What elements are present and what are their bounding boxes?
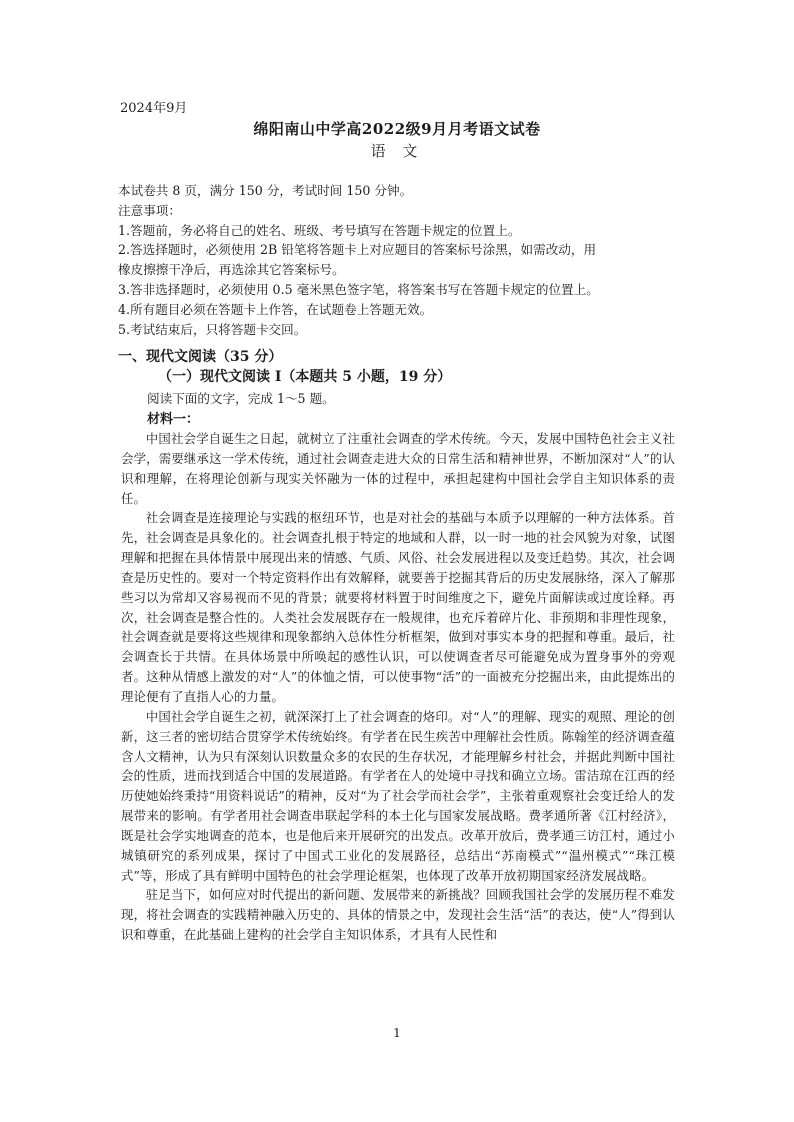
- notes-line: 5.考试结束后，只将答题卡交回。: [118, 321, 307, 337]
- passage-paragraph: 中国社会学自诞生之初，就深深打上了社会调查的烙印。对“人”的理解、现实的观照、理论的创新，这三者的密切结合贯穿学术传统始终。有学者在民生疾苦中理解社会性质。陈翰笙的经济调查蕴含人文精神，认为只有深刻认识数量众多的农民的生存状况，才能理解乡村社会，并据此判断中国社会的性质，进而找到适合中国的发展道路。有学者在人的处境中寻找和确立立场。雷洁琼在江西的经历使她始终秉持“用资料说话”的精神，反对“为了社会学而社会学”，主张着重观察社会变迁给人的发展带来的影响。有学者用社会调查串联起学科的本土化与国家发展战略。费孝通所著《江村经济》，既是社会学实地调查的范本，也是他后来开展研究的出发点。改革开放后，费孝通三访江村，通过小城镇研究的系列成果，探讨了中国式工业化的发展路径，总结出“苏南模式”“温州模式”“珠江模式”等，形成了具有鲜明中国特色的社会学理论框架，也体现了改革开放初期国家经济发展战略。: [121, 708, 675, 883]
- exam-title: 绵阳南山中学高2022级9月月考语文试卷: [253, 120, 541, 138]
- exam-instructions: [118, 181, 678, 339]
- notes-line: 本试卷共 8 页，满分 150 分，考试时间 150 分钟。: [118, 183, 413, 198]
- subsection-heading: （一）现代文阅读 I（本题共 5 小题，19 分）: [158, 369, 452, 385]
- material-label: 材料一：: [147, 412, 200, 427]
- notes-line: 4.所有题目必须在答题卡上作答，在试题卷上答题无效。: [118, 301, 433, 317]
- notes-line: 3.答非选择题时，必须使用 0.5 毫米黑色签字笔，将答案书写在答题卡规定的位置上。: [118, 281, 599, 297]
- passage-paragraph: 中国社会学自诞生之日起，就树立了注重社会调查的学术传统。今天，发展中国特色社会主义社会学，需要继承这一学术传统，通过社会调查走进大众的日常生活和精神世界，不断加深对“人”的认识和理解，在将理论创新与现实关怀融为一体的过程中，承担起建构中国社会学自主知识体系的责任。: [121, 431, 675, 506]
- section-heading: 一、现代文阅读（35 分）: [118, 349, 283, 365]
- exam-subject: 语 文: [370, 142, 424, 160]
- reading-passage: [121, 429, 675, 945]
- passage-paragraph: 社会调查是连接理论与实践的枢纽环节，也是对社会的基础与本质予以理解的一种方法体系。首先，社会调查是具象化的。社会调查扎根于特定的地域和人群，以一时一地的社会风貌为对象，试图理解和把握在具体情景中展现出来的情感、气质、风俗、社会发展进程以及变迁趋势。其次，社会调查是历史性的。要对一个特定资料作出有效解释，就要善于挖掘其背后的历史发展脉络，深入了解那些习以为常却又容易视而不见的背景；就要将材料置于时间维度之下，避免片面解读或过度诠释。再次，社会调查是整合性的。人类社会发展既存在一般规律，也充斥着碎片化、非预期和非理性现象，社会调查就是要将这些规律和现象都纳入总体性分析框架，做到对事实本身的把握和尊重。最后，社会调查长于共情。在具体场景中所唤起的感性认识，可以使调查者尽可能避免成为置身事外的旁观者。这种从情感上激发的对“人”的体恤之情，可以使事物“活”的一面被充分挖掘出来，由此提炼出的理论便有了直指人心的力量。: [121, 510, 675, 704]
- notes-line: 2.答选择题时，必须使用 2B 铅笔将答题卡上对应题目的答案标号涂黑，如需改动，用: [118, 242, 597, 258]
- notes-line: 橡皮擦擦干净后，再选涂其它答案标号。: [118, 262, 345, 278]
- reading-instruction: 阅读下面的文字，完成 1～5 题。: [147, 391, 335, 406]
- page-number: 1: [393, 1026, 401, 1040]
- exam-date: 2024年9月: [120, 101, 188, 116]
- passage-paragraph: 驻足当下，如何应对时代提出的新问题、发展带来的新挑战？回顾我国社会学的发展历程不难发现，将社会调查的实践精神融入历史的、具体的情景之中，发现社会生活“活”的表达，使“人”得到认识和尊重，在此基础上建构的社会学自主知识体系，才具有人民性和: [121, 887, 675, 943]
- notes-line: 1.答题前，务必将自己的姓名、班级、考号填写在答题卡规定的位置上。: [118, 222, 521, 238]
- notes-line: 注意事项：: [118, 202, 181, 218]
